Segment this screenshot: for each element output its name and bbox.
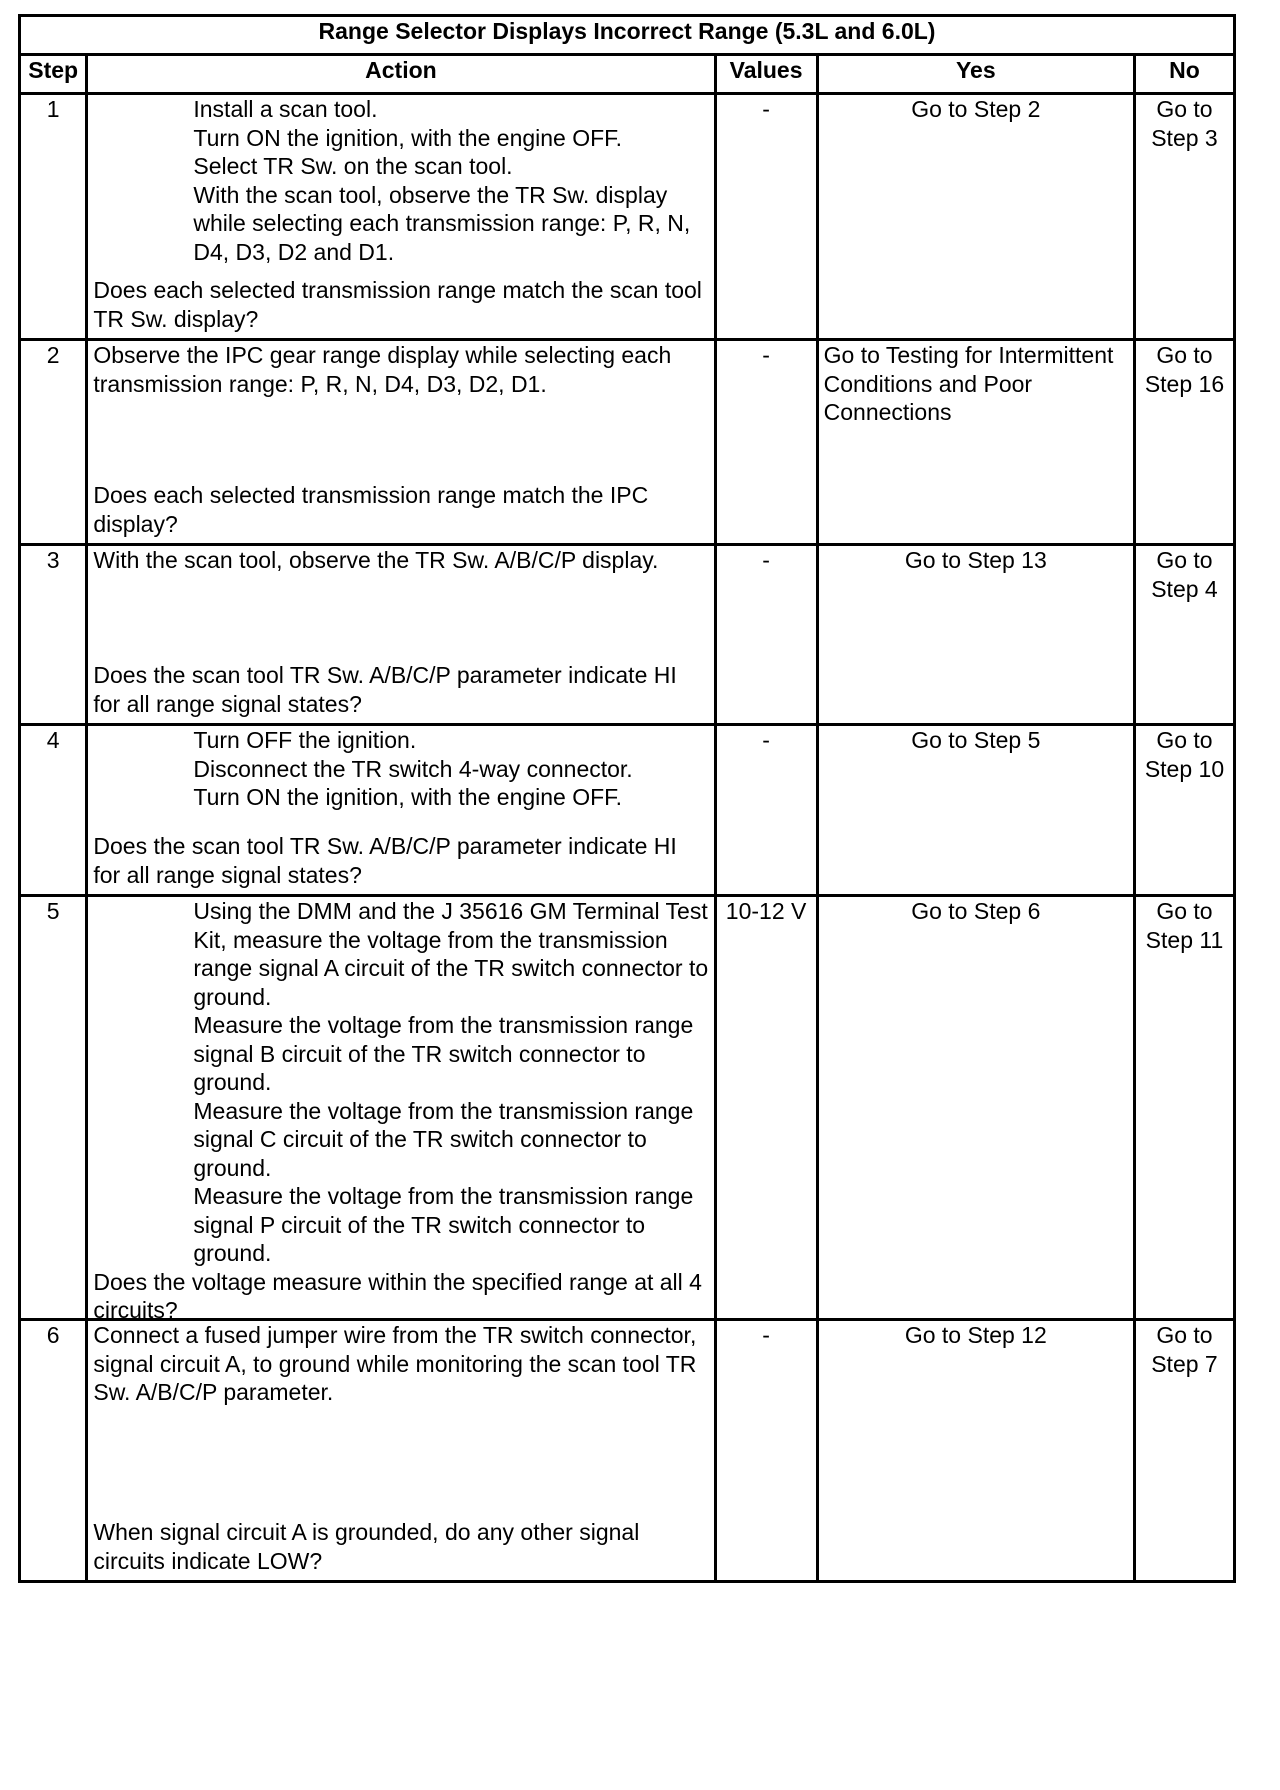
no-cell: Go to Step 7 [1134,1320,1234,1582]
yes-cell: Go to Step 13 [817,545,1134,725]
instruction-list [93,1321,708,1407]
step-number: 1 [20,94,87,340]
header-values: Values [715,55,817,94]
instruction-list [93,897,708,1268]
table-row [20,340,1235,545]
instruction: Disconnect the TR switch 4-way connector. [193,755,633,782]
instruction: Observe the IPC gear range display while selecting each transmission range: P, R, N, D4, D3, D2, D1. [93,342,672,397]
step-question: Does the scan tool TR Sw. A/B/C/P parameter indicate HI for all range signal states? [93,662,677,717]
yes-cell: Go to Step 12 [817,1320,1134,1582]
yes-cell: Go to Step 2 [817,94,1134,340]
yes-cell: Go to Step 5 [817,725,1134,896]
values-cell: - [715,725,817,896]
diagnostic-sheet [18,14,1236,1583]
values-cell: - [715,545,817,725]
step-question: When signal circuit A is grounded, do any other signal circuits indicate LOW? [93,1519,640,1574]
action-cell [87,545,715,725]
instruction-list [93,546,708,575]
instruction: Measure the voltage from the transmission range signal C circuit of the TR switch connector to ground. [193,1097,694,1181]
header-yes: Yes [817,55,1134,94]
step-number: 4 [20,725,87,896]
values-cell: - [715,94,817,340]
action-cell [87,896,715,1323]
instruction-list [93,726,708,812]
instruction: Turn ON the ignition, with the engine OFF. [193,784,623,810]
table-row [20,1320,1235,1582]
action-cell [87,725,715,896]
step-question: Does the voltage measure within the specified range at all 4 circuits? [93,1268,702,1323]
header-step: Step [20,55,87,94]
instruction: Measure the voltage from the transmission range signal B circuit of the TR switch connector to ground. [193,1012,694,1095]
no-cell: Go to Step 11 [1134,896,1234,1320]
action-cell [87,1320,715,1582]
step-number: 6 [20,1320,87,1582]
instruction: Install a scan tool. [193,96,378,122]
instruction: Turn OFF the ignition. [193,727,417,753]
step-number: 2 [20,340,87,545]
instruction: Connect a fused jumper wire from the TR switch connector, signal circuit A, to ground while monitoring the scan tool TR Sw. A/B/C/P parameter. [93,1322,697,1405]
values-cell: 10-12 V [715,896,817,1320]
action-cell [87,94,715,340]
table-row [20,545,1235,725]
table-row [20,94,1235,340]
instruction: Select TR Sw. on the scan tool. [193,153,513,179]
table-row [20,896,1235,1320]
instruction: With the scan tool, observe the TR Sw. A/B/C/P display. [93,547,659,573]
step-question: Does each selected transmission range match the IPC display? [93,482,649,537]
instruction: With the scan tool, observe the TR Sw. display while selecting each transmission range: P, R, N, D4, D3, D2 and D1. [193,181,691,265]
no-cell: Go to Step 10 [1134,725,1234,896]
table-title: Range Selector Displays Incorrect Range (5.3L and 6.0L) [20,16,1235,55]
no-cell: Go to Step 3 [1134,94,1234,340]
yes-cell: Go to Step 6 [817,896,1134,1320]
values-cell: - [715,1320,817,1582]
instruction: Using the DMM and the J 35616 GM Terminal Test Kit, measure the voltage from the transmission range signal A circuit of the TR switch connector to ground. [193,898,709,1010]
action-cell [87,340,715,545]
step-question: Does the scan tool TR Sw. A/B/C/P parameter indicate HI for all range signal states? [93,833,677,888]
diagnostic-table [18,14,1236,1583]
yes-cell: Go to Testing for Intermittent Conditions and Poor Connections [817,340,1134,545]
header-no: No [1134,55,1234,94]
no-cell: Go to Step 16 [1134,340,1234,545]
instruction-list [93,341,708,398]
step-number: 3 [20,545,87,725]
header-row [20,55,1235,94]
instruction: Measure the voltage from the transmission range signal P circuit of the TR switch connector to ground. [193,1183,694,1266]
table-row [20,725,1235,896]
no-cell: Go to Step 4 [1134,545,1234,725]
title-row [20,16,1235,55]
header-action: Action [87,55,715,94]
instruction-list [93,95,708,266]
values-cell: - [715,340,817,545]
step-number: 5 [20,896,87,1320]
step-question: Does each selected transmission range match the scan tool TR Sw. display? [93,277,702,332]
instruction: Turn ON the ignition, with the engine OFF. [193,124,623,151]
